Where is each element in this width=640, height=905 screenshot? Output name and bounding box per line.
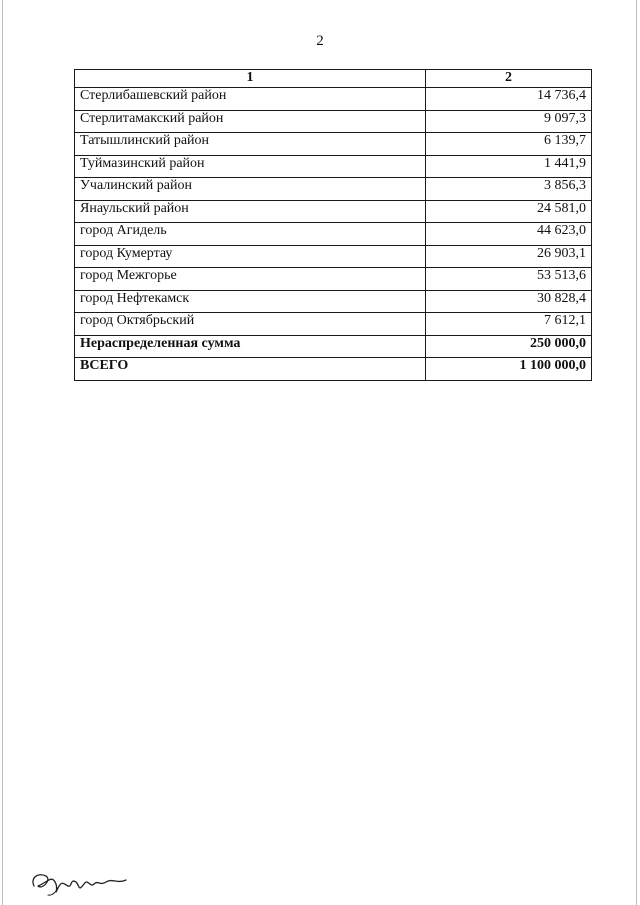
- row-value: 14 736,4: [426, 88, 592, 111]
- row-value: 24 581,0: [426, 200, 592, 223]
- total-value: 1 100 000,0: [426, 358, 592, 381]
- page-edge-left: [2, 0, 3, 905]
- row-value: 1 441,9: [426, 155, 592, 178]
- row-name: Татышлинский район: [75, 133, 426, 156]
- budget-table: [74, 69, 592, 381]
- row-value: 30 828,4: [426, 290, 592, 313]
- table-row: [75, 88, 592, 111]
- row-value: 6 139,7: [426, 133, 592, 156]
- row-name: Туймазинский район: [75, 155, 426, 178]
- row-name: Янаульский район: [75, 200, 426, 223]
- table-row: [75, 178, 592, 201]
- row-name: город Октябрьский: [75, 313, 426, 336]
- table-row: [75, 268, 592, 291]
- column-header-2: 2: [426, 70, 592, 88]
- row-value: 44 623,0: [426, 223, 592, 246]
- column-header-1: 1: [75, 70, 426, 88]
- table-row: [75, 200, 592, 223]
- row-name: город Кумертау: [75, 245, 426, 268]
- page-edge-right: [636, 0, 637, 905]
- unallocated-value: 250 000,0: [426, 335, 592, 358]
- unallocated-label: Нераспределенная сумма: [75, 335, 426, 358]
- table-row: [75, 245, 592, 268]
- row-name: Стерлибашевский район: [75, 88, 426, 111]
- row-name: Учалинский район: [75, 178, 426, 201]
- row-name: город Агидель: [75, 223, 426, 246]
- row-name: Стерлитамакский район: [75, 110, 426, 133]
- row-value: 53 513,6: [426, 268, 592, 291]
- table-row: [75, 223, 592, 246]
- handwritten-signature: [28, 862, 138, 898]
- table-header-row: [75, 70, 592, 88]
- table-row: [75, 110, 592, 133]
- table-row: [75, 155, 592, 178]
- row-value: 9 097,3: [426, 110, 592, 133]
- page-number: 2: [316, 33, 324, 49]
- total-row: [75, 358, 592, 381]
- table-row: [75, 290, 592, 313]
- table-row: [75, 313, 592, 336]
- table-row: [75, 133, 592, 156]
- row-value: 26 903,1: [426, 245, 592, 268]
- row-name: город Межгорье: [75, 268, 426, 291]
- row-value: 7 612,1: [426, 313, 592, 336]
- total-label: ВСЕГО: [75, 358, 426, 381]
- unallocated-row: [75, 335, 592, 358]
- row-name: город Нефтекамск: [75, 290, 426, 313]
- row-value: 3 856,3: [426, 178, 592, 201]
